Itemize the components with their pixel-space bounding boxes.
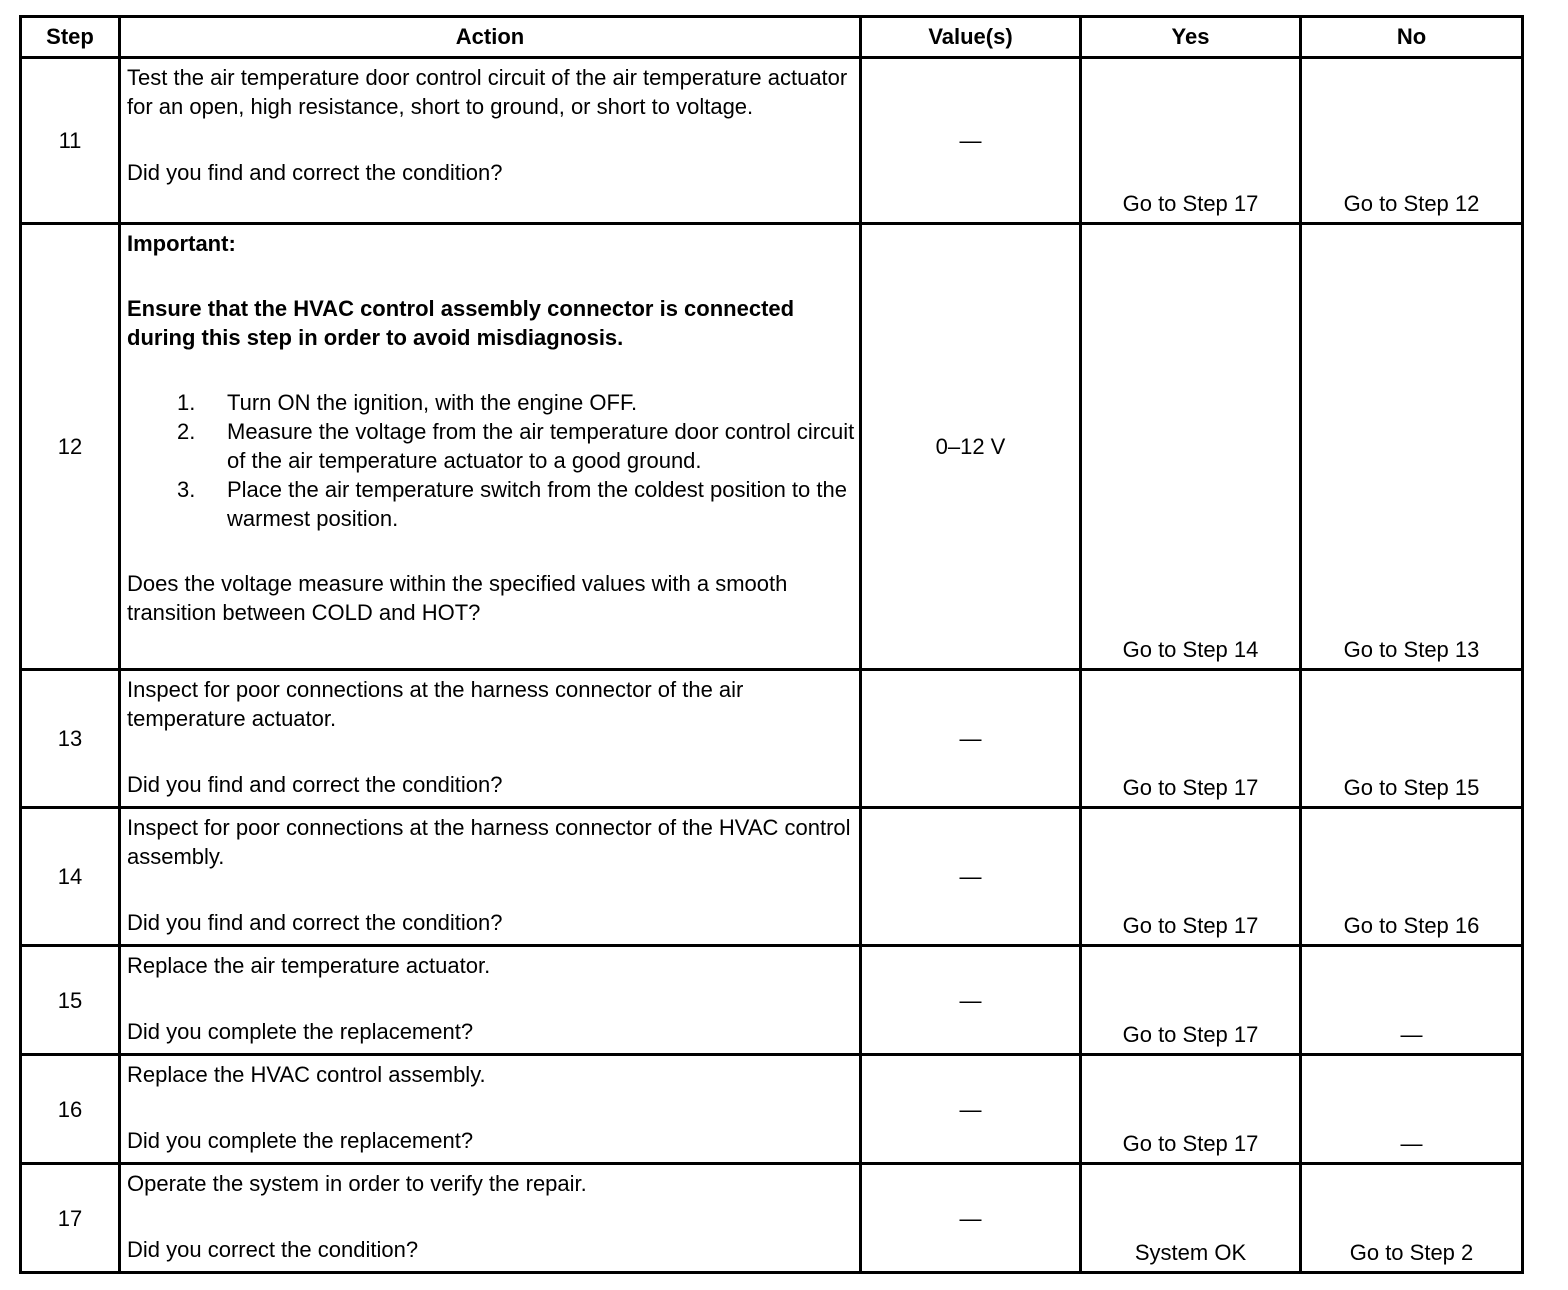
- action-cell: [120, 58, 861, 224]
- yes-cell: Go to Step 17: [1081, 946, 1301, 1055]
- action-question: Did you find and correct the condition?: [127, 772, 503, 797]
- header-action: Action: [120, 17, 861, 58]
- action-cell: [120, 224, 861, 670]
- list-item-number: 2.: [177, 419, 196, 444]
- no-cell: —: [1301, 946, 1523, 1055]
- action-cell: [120, 1164, 861, 1273]
- list-item-number: 3.: [177, 477, 196, 502]
- table-row: [21, 58, 1523, 224]
- no-cell: —: [1301, 1055, 1523, 1164]
- table-row: [21, 224, 1523, 670]
- yes-cell: Go to Step 17: [1081, 670, 1301, 808]
- action-text: Test the air temperature door control circuit of the air temperature actuator for an open, high resistance, short to ground, or short to voltage.: [127, 65, 848, 119]
- no-cell: Go to Step 12: [1301, 58, 1523, 224]
- step-number: 15: [21, 946, 120, 1055]
- value-cell: 0–12 V: [861, 224, 1081, 670]
- table-row: [21, 1055, 1523, 1164]
- table-row: [21, 1164, 1523, 1273]
- list-item-text: Measure the voltage from the air temperature door control circuit of the air temperature actuator to a good ground.: [227, 419, 855, 473]
- value-cell: —: [861, 670, 1081, 808]
- header-no: No: [1301, 17, 1523, 58]
- important-text: Ensure that the HVAC control assembly connector is connected during this step in order to avoid misdiagnosis.: [127, 296, 795, 350]
- list-item: [127, 475, 855, 533]
- important-label: Important:: [127, 231, 236, 256]
- step-number: 11: [21, 58, 120, 224]
- action-text: Replace the HVAC control assembly.: [127, 1062, 486, 1087]
- value-cell: —: [861, 946, 1081, 1055]
- no-cell: Go to Step 2: [1301, 1164, 1523, 1273]
- header-values: Value(s): [861, 17, 1081, 58]
- value-cell: —: [861, 58, 1081, 224]
- action-question: Does the voltage measure within the specified values with a smooth transition between COLD and HOT?: [127, 571, 788, 625]
- step-number: 12: [21, 224, 120, 670]
- action-question: Did you correct the condition?: [127, 1237, 419, 1262]
- action-text: Inspect for poor connections at the harness connector of the HVAC control assembly.: [127, 815, 851, 869]
- header-yes: Yes: [1081, 17, 1301, 58]
- yes-cell: Go to Step 14: [1081, 224, 1301, 670]
- action-question: Did you complete the replacement?: [127, 1019, 474, 1044]
- step-number: 16: [21, 1055, 120, 1164]
- no-cell: Go to Step 13: [1301, 224, 1523, 670]
- action-question: Did you find and correct the condition?: [127, 160, 503, 185]
- yes-cell: Go to Step 17: [1081, 808, 1301, 946]
- table-row: [21, 808, 1523, 946]
- no-cell: Go to Step 15: [1301, 670, 1523, 808]
- action-text: Operate the system in order to verify the repair.: [127, 1171, 587, 1196]
- action-question: Did you find and correct the condition?: [127, 910, 503, 935]
- value-cell: —: [861, 808, 1081, 946]
- table-row: [21, 946, 1523, 1055]
- yes-cell: Go to Step 17: [1081, 1055, 1301, 1164]
- yes-cell: System OK: [1081, 1164, 1301, 1273]
- header-step: Step: [21, 17, 120, 58]
- step-number: 14: [21, 808, 120, 946]
- list-item-text: Turn ON the ignition, with the engine OFF.: [227, 390, 638, 415]
- header-row: [21, 17, 1523, 58]
- action-cell: [120, 670, 861, 808]
- step-number: 17: [21, 1164, 120, 1273]
- list-item: [127, 388, 855, 417]
- action-question: Did you complete the replacement?: [127, 1128, 474, 1153]
- step-number: 13: [21, 670, 120, 808]
- table-row: [21, 670, 1523, 808]
- action-text: Inspect for poor connections at the harness connector of the air temperature actuator.: [127, 677, 744, 731]
- value-cell: —: [861, 1164, 1081, 1273]
- yes-cell: Go to Step 17: [1081, 58, 1301, 224]
- action-cell: [120, 1055, 861, 1164]
- list-item-number: 1.: [177, 390, 196, 415]
- list-item-text: Place the air temperature switch from the coldest position to the warmest position.: [227, 477, 847, 531]
- procedure-list: [127, 388, 855, 533]
- action-cell: [120, 808, 861, 946]
- value-cell: —: [861, 1055, 1081, 1164]
- no-cell: Go to Step 16: [1301, 808, 1523, 946]
- action-text: Replace the air temperature actuator.: [127, 953, 491, 978]
- list-item: [127, 417, 855, 475]
- action-cell: [120, 946, 861, 1055]
- diagnostic-table: [19, 15, 1524, 1274]
